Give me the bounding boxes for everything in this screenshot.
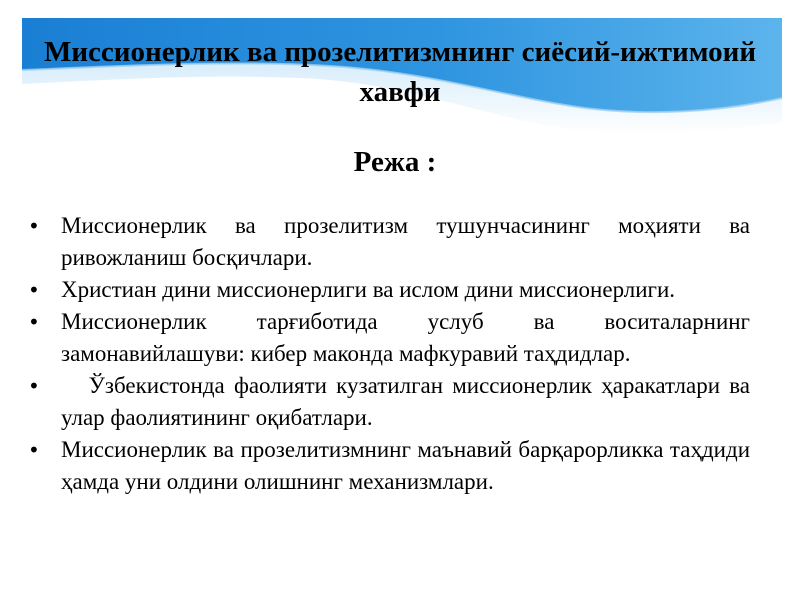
bullet-icon: • <box>28 278 40 302</box>
plan-item <box>28 210 750 274</box>
plan-item <box>28 274 750 306</box>
plan-item <box>28 306 750 370</box>
bullet-icon: • <box>28 310 40 334</box>
plan-item-text: Миссионерлик тарғиботида услуб ва воситаларнинг замонавийлашуви: кибер маконда мафкуравий таҳдидлар. <box>61 309 750 366</box>
slide-title: Миссионерлик ва прозелитизмнинг сиёсий-ижтимоий хавфи <box>43 36 757 108</box>
plan-item-text: Миссионерлик ва прозелитизм тушунчасининг моҳияти ва ривожланиш босқичлари. <box>61 213 750 270</box>
bullet-icon: • <box>28 374 40 398</box>
plan-item-text: Ўзбекистонда фаолияти кузатилган миссионерлик ҳаракатлари ва улар фаолиятининг оқибатлари. <box>61 373 756 430</box>
plan-item <box>28 370 756 434</box>
bullet-icon: • <box>28 214 40 238</box>
bullet-icon: • <box>28 438 40 462</box>
plan-heading: Режа : <box>353 146 437 178</box>
plan-item-text: Христиан дини миссионерлиги ва ислом дини миссионерлиги. <box>61 277 676 302</box>
plan-item-text: Миссионерлик ва прозелитизмнинг маънавий барқарорликка таҳдиди ҳамда уни олдини олишнинг механизмлари. <box>61 437 750 494</box>
plan-item <box>28 434 750 498</box>
plan-list <box>28 210 756 498</box>
